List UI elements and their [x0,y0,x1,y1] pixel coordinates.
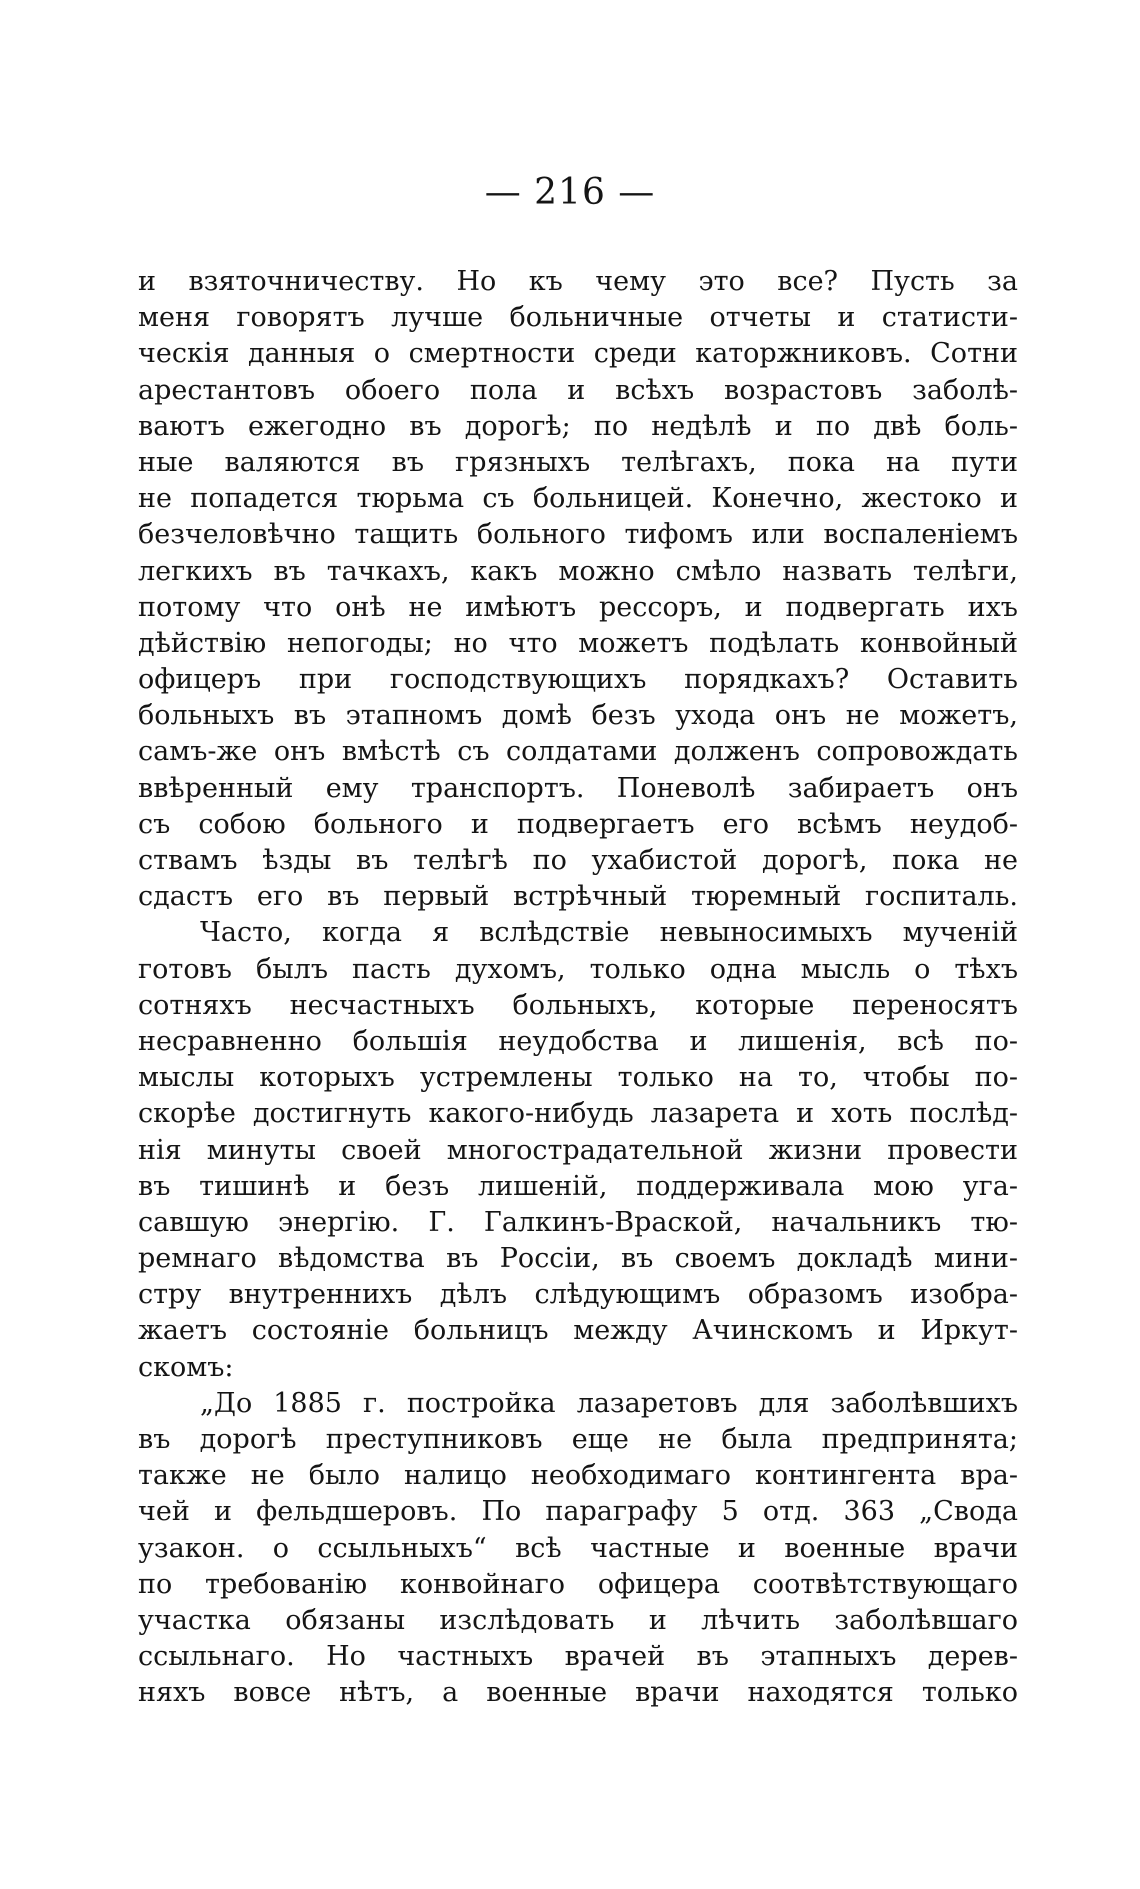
text-line: ввѣренный ему транспортъ. Поневолѣ забираетъ онъ [138,772,1018,804]
text-line: не попадется тюрьма съ больницей. Конечно, жестоко и [138,483,1018,515]
text-line: меня говорятъ лучше больничные отчеты и статисти- [138,302,1018,334]
text-line: стру внутреннихъ дѣлъ слѣдующимъ образомъ изобра- [138,1279,1018,1311]
body-text [138,264,1018,1712]
text-line: несравненно большія неудобства и лишенія, всѣ по- [138,1025,1018,1057]
text-line: безчеловѣчно тащить больного тифомъ или воспаленіемъ [138,519,1018,551]
text-line: въ тишинѣ и безъ лишеній, поддерживала мою уга- [138,1170,1018,1202]
text-line: по требованію конвойнаго офицера соотвѣтствующаго [138,1568,1018,1600]
text-line: ческія данныя о смертности среди каторжниковъ. Сотни [138,338,1018,370]
text-line: „До 1885 г. постройка лазаретовъ для заболѣвшихъ [200,1387,1018,1419]
text-line: мыслы которыхъ устремлены только на то, чтобы по- [138,1062,1018,1094]
text-line: узакон. о ссыльныхъ“ всѣ частные и военные врачи [138,1532,1018,1564]
text-line: савшую энергію. Г. Галкинъ-Враской, начальникъ тю- [138,1206,1018,1238]
text-line: сдастъ его въ первый встрѣчный тюремный госпиталь. [138,881,1018,913]
text-line: Часто, когда я вслѣдствіе невыносимыхъ мученій [200,917,1018,949]
text-line: самъ-же онъ вмѣстѣ съ солдатами долженъ сопровождать [138,736,1018,768]
text-line: сотняхъ несчастныхъ больныхъ, которые переносятъ [138,989,1018,1021]
text-line: скорѣе достигнуть какого-нибудь лазарета и хоть послѣд- [138,1098,1018,1130]
text-line: чей и фельдшеровъ. По параграфу 5 отд. 363 „Свода [138,1496,1018,1528]
text-line: потому что онѣ не имѣютъ рессоръ, и подвергать ихъ [138,591,1018,623]
text-line: участка обязаны изслѣдовать и лѣчить заболѣвшаго [138,1604,1018,1636]
text-line: также не было налицо необходимаго контингента вра- [138,1460,1018,1492]
text-line: готовъ былъ пасть духомъ, только одна мысль о тѣхъ [138,953,1018,985]
text-line: арестантовъ обоего пола и всѣхъ возрастовъ заболѣ- [138,374,1018,406]
text-line: съ собою больного и подвергаетъ его всѣмъ неудоб- [138,808,1018,840]
text-line: няхъ вовсе нѣтъ, а военные врачи находятся только [138,1677,1018,1709]
page-number: — 216 — [484,172,656,213]
text-line: офицеръ при господствующихъ порядкахъ? Оставить [138,664,1018,696]
text-line: ствамъ ѣзды въ телѣгѣ по ухабистой дорогѣ, пока не [138,845,1018,876]
text-line: и взяточничеству. Но къ чему это все? Пусть за [138,266,1018,297]
text-line: легкихъ въ тачкахъ, какъ можно смѣло назвать телѣги, [138,555,1018,587]
text-line: больныхъ въ этапномъ домѣ безъ ухода онъ не можетъ, [138,700,1018,732]
text-line: ремнаго вѣдомства въ Россіи, въ своемъ докладѣ мини- [138,1243,1018,1275]
text-line: въ дорогѣ преступниковъ еще не была предпринята; [138,1424,1018,1455]
text-line: ные валяются въ грязныхъ телѣгахъ, пока на пути [138,446,1018,478]
text-line: жаетъ состояніе больницъ между Ачинскомъ и Иркут- [138,1315,1018,1347]
text-line: ваютъ ежегодно въ дорогѣ; по недѣлѣ и по двѣ боль- [138,410,1018,442]
text-line: ссыльнаго. Но частныхъ врачей въ этапныхъ дерев- [138,1641,1018,1673]
text-line: нія минуты своей многострадательной жизни провести [138,1134,1018,1166]
text-line: скомъ: [138,1351,234,1383]
text-line: дѣйствію непогоды; но что можетъ подѣлать конвойный [138,627,1018,659]
